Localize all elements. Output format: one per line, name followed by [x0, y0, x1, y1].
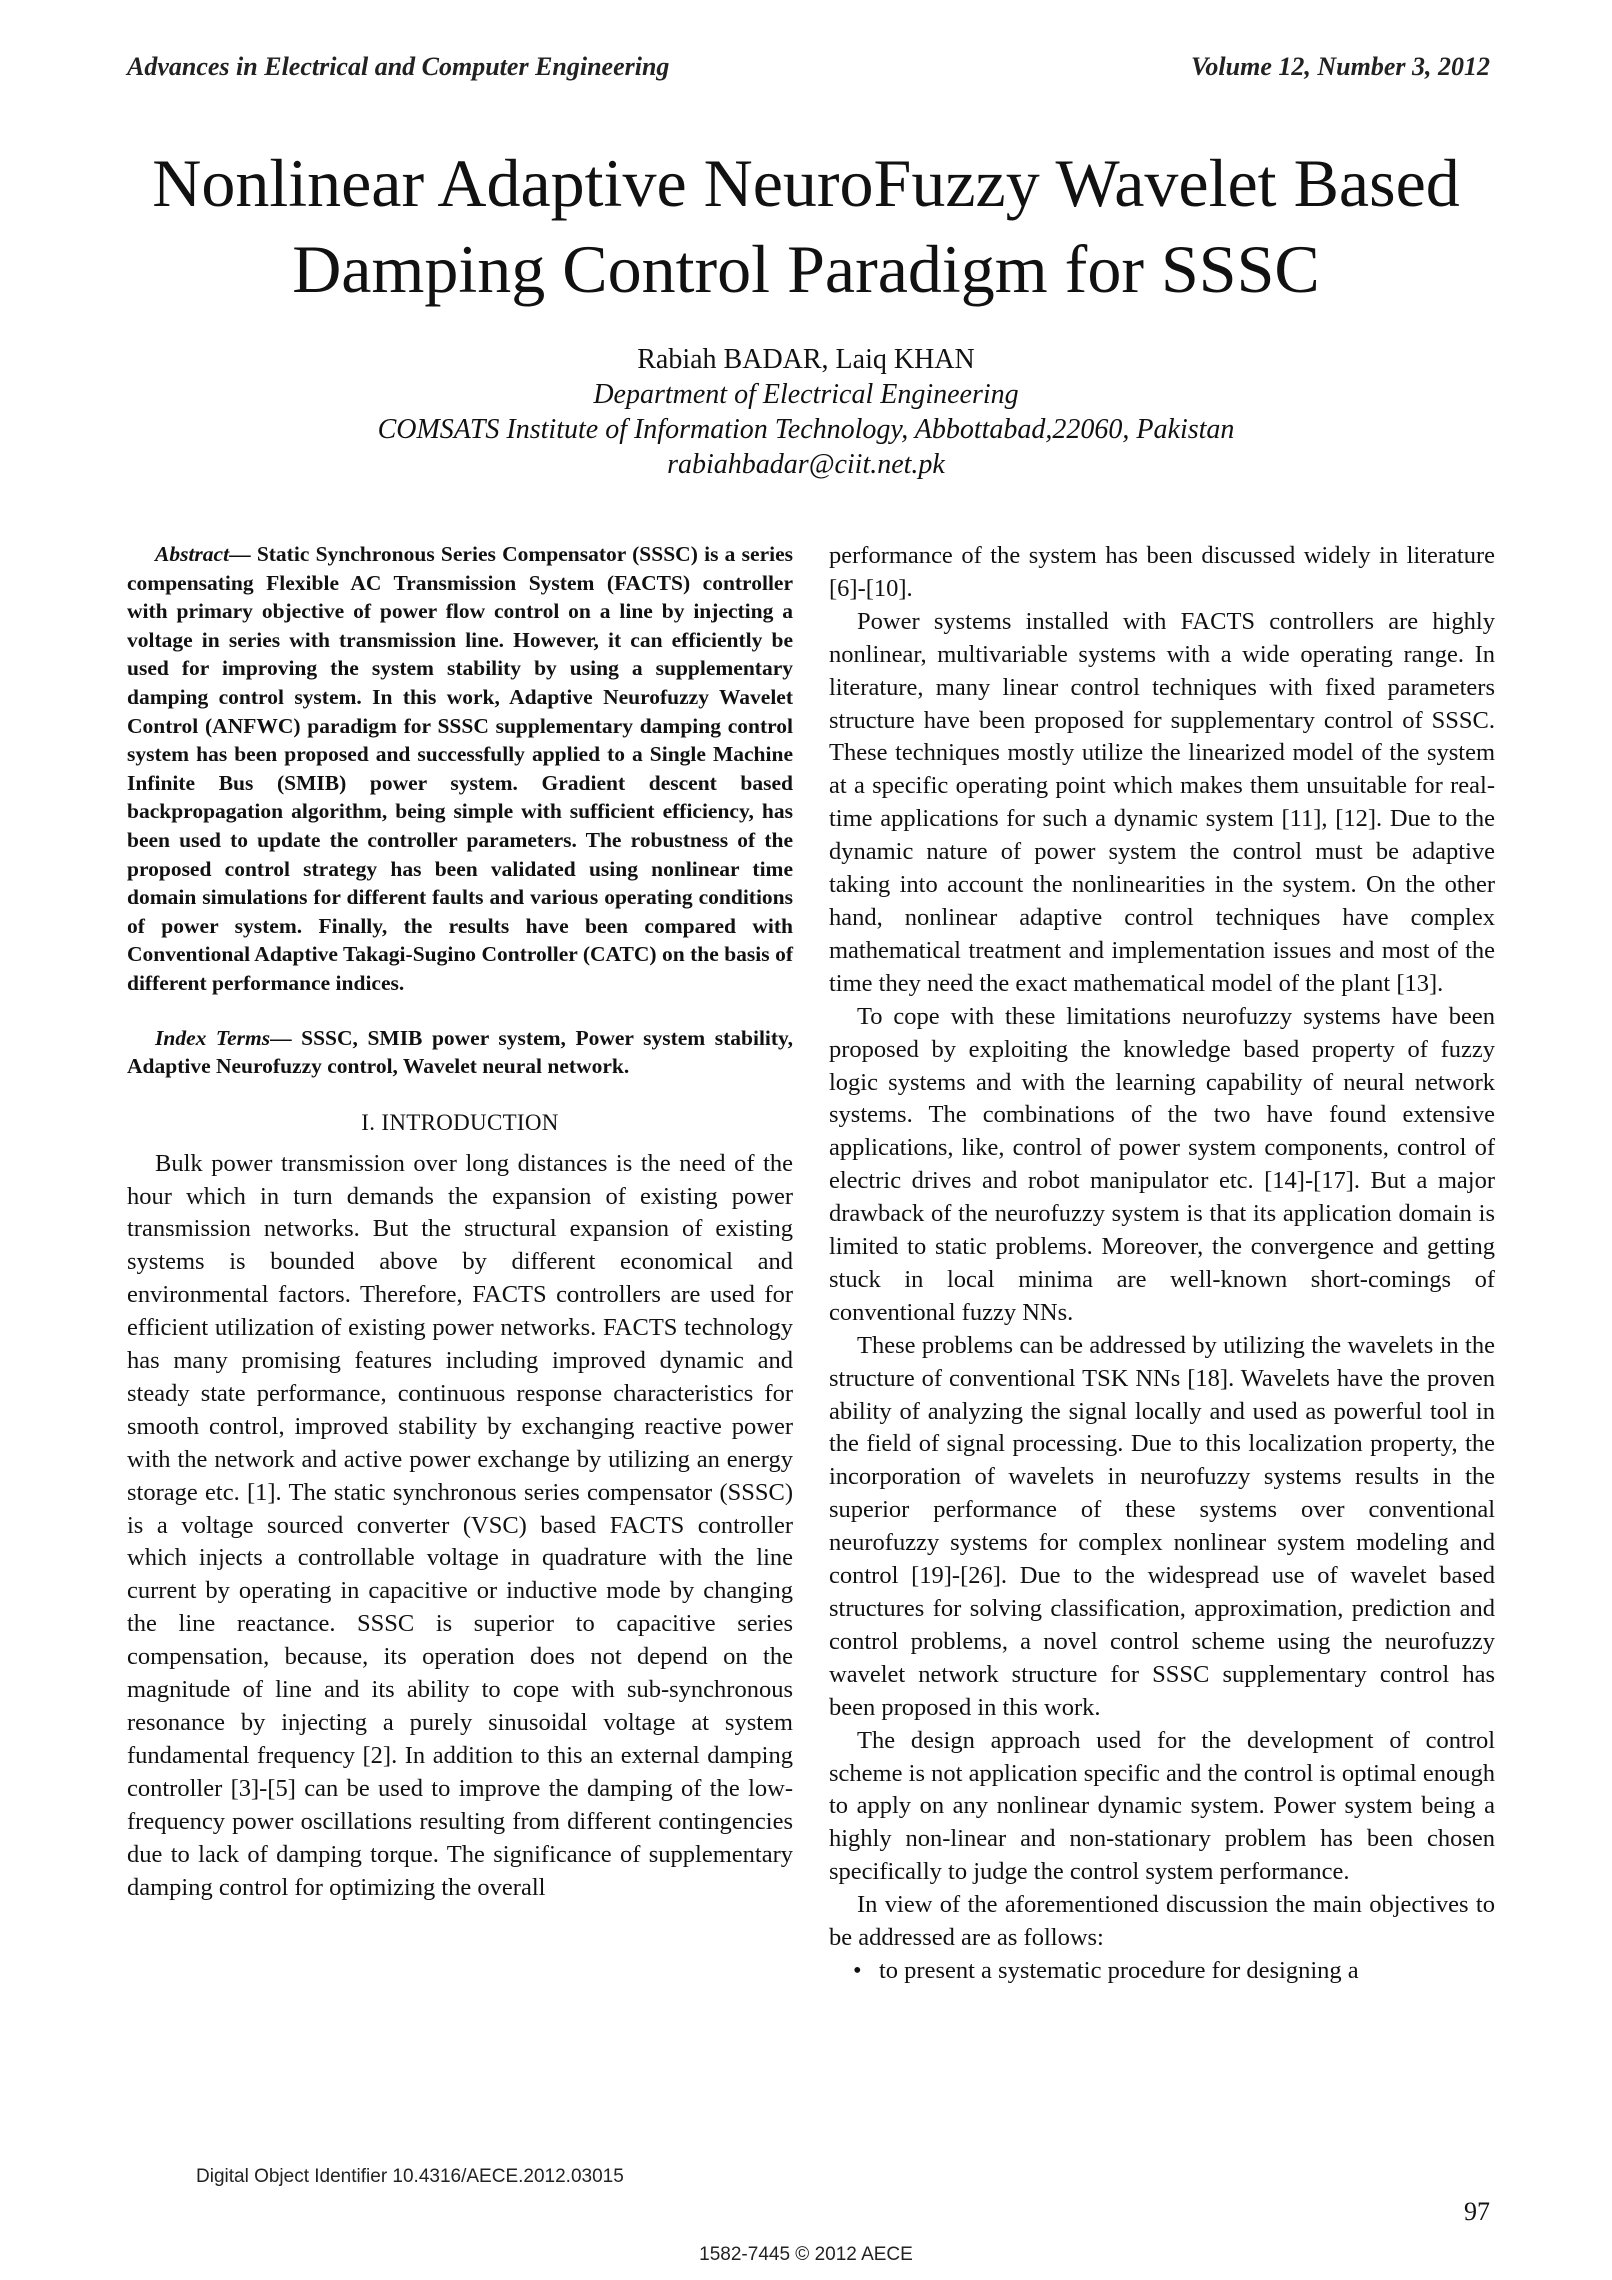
index-terms	[127, 1024, 793, 1081]
paper-title	[127, 140, 1485, 312]
title-line-1: Nonlinear Adaptive NeuroFuzzy Wavelet Based	[152, 145, 1460, 221]
paragraph: To cope with these limitations neurofuzzy systems have been proposed by exploiting the knowledge based property of fuzzy logic systems and with the learning capability of neural network systems. The combinations of the two have found extensive applications, like, control of power system components, control of electric drives and robot manipulator etc. [14]-[17]. But a major drawback of the neurofuzzy system is that its application domain is limited to static problems. Moreover, the convergence and getting stuck in local minima are well-known short-comings of conventional fuzzy NNs.	[829, 1002, 1495, 1326]
abstract-text: — Static Synchronous Series Compensator (SSSC) is a series compensating Flexible AC Transmission System (FACTS) controller with primary objective of power flow control on a line by injecting a voltage in series with transmission line. However, it can efficiently be used for improving the system stability by using a supplementary damping control system. In this work, Adaptive Neurofuzzy Wavelet Control (ANFWC) paradigm for SSSC supplementary damping control system has been proposed and successfully applied to a Single Machine Infinite Bus (SMIB) power system. Gradient descent based backpropagation algorithm, being simple with sufficient efficiency, has been used to update the controller parameters. The robustness of the proposed control strategy has been validated using nonlinear time domain simulations for different faults and various operating conditions of power system. Finally, the results have been compared with Conventional Adaptive Takagi-Sugino Controller (CATC) on the basis of different performance indices.	[127, 542, 793, 995]
author-block	[127, 342, 1485, 482]
author-institute: COMSATS Institute of Information Technology, Abbottabad,22060, Pakistan	[377, 414, 1235, 445]
right-column	[829, 540, 1495, 1988]
paragraph: These problems can be addressed by utilizing the wavelets in the structure of conventional TSK NNs [18]. Wavelets have the proven ability of analyzing the signal locally and used as powerful tool in the field of signal processing. Due to this localization property, the incorporation of wavelets in neurofuzzy systems results in the superior performance of these systems over conventional neurofuzzy systems for complex nonlinear system modeling and control [19]-[26]. Due to the widespread use of wavelet based structures for solving classification, approximation, prediction and control problems, a novel control scheme using the neurofuzzy wavelet network structure for SSSC supplementary control has been proposed in this work.	[829, 1331, 1495, 1721]
section-title: NTRODUCTION	[389, 1109, 559, 1135]
journal-name: Advances in Electrical and Computer Engineering	[127, 52, 670, 81]
index-terms-text: — SSSC, SMIB power system, Power system stability, Adaptive Neurofuzzy control, Wavelet neural network.	[127, 1025, 793, 1079]
paragraph: Power systems installed with FACTS controllers are highly nonlinear, multivariable systems with a wide operating range. In literature, many linear control techniques with fixed parameters structure have been proposed for supplementary control of SSSC. These techniques mostly utilize the linearized model of the system at a specific operating point which makes them unsuitable for real-time applications for such a dynamic system [11], [12]. Due to the dynamic nature of power system the control must be adaptive taking into account the nonlinearities in the system. On the other hand, nonlinear adaptive control techniques have complex mathematical treatment and implementation issues and most of the time they need the exact mathematical model of the plant [13].	[829, 607, 1495, 997]
paragraph-continued: performance of the system has been discussed widely in literature [6]-[10].	[829, 542, 1495, 602]
doi: Digital Object Identifier 10.4316/AECE.2012.03015	[196, 2166, 624, 2187]
paragraph: In view of the aforementioned discussion the main objectives to be addressed are as follows:	[829, 1891, 1495, 1952]
bullet-icon: •	[853, 1956, 862, 1984]
author-email: rabiahbadar@ciit.net.pk	[667, 449, 945, 480]
bullet-text: to present a systematic procedure for designing a	[879, 1956, 1359, 1984]
author-names: Rabiah BADAR, Laiq KHAN	[637, 344, 975, 375]
author-department: Department of Electrical Engineering	[593, 379, 1019, 410]
abstract-lead: Abstract	[155, 542, 230, 566]
section-heading-introduction	[127, 1107, 793, 1140]
paragraph: Bulk power transmission over long distances is the need of the hour which in turn demands the expansion of existing power transmission networks. But the structural expansion of existing systems is bounded above by different economical and environmental factors. Therefore, FACTS controllers are used for efficient utilization of existing power networks. FACTS technology has many promising features including improved dynamic and steady state performance, continuous response characteristics for smooth control, improved stability by exchanging reactive power with the network and active power exchange by utilizing an energy storage etc. [1]. The static synchronous series compensator (SSSC) is a voltage sourced converter (VSC) based FACTS controller which injects a controllable voltage in quadrature with the line current by operating in capacitive or inductive mode by changing the line reactance. SSSC is superior to capacitive series compensation, because, its operation does not depend on the magnitude of line and its ability to cope with sub-synchronous resonance by injecting a purely sinusoidal voltage at system fundamental frequency [2]. In addition to this an external damping controller [3]-[5] can be used to improve the damping of the low-frequency power oscillations resulting from different contingencies due to lack of damping torque. The significance of supplementary damping control for optimizing the overall	[127, 1149, 793, 1901]
index-terms-lead: Index Terms	[155, 1025, 271, 1050]
section-number: I. I	[361, 1109, 390, 1135]
abstract	[127, 540, 793, 998]
page-number: 97	[1464, 2197, 1490, 2226]
bullet-item	[829, 1955, 1495, 1988]
paragraph: The design approach used for the development of control scheme is not application specific and the control is optimal enough to apply on any nonlinear dynamic system. Power system being a highly non-linear and non-stationary problem has been chosen specifically to judge the control system performance.	[829, 1726, 1495, 1886]
left-column	[127, 540, 793, 1904]
title-line-2: Damping Control Paradigm for SSSC	[292, 231, 1320, 307]
issn-copyright: 1582-7445 © 2012 AECE	[699, 2244, 913, 2265]
volume-info: Volume 12, Number 3, 2012	[1190, 52, 1490, 81]
